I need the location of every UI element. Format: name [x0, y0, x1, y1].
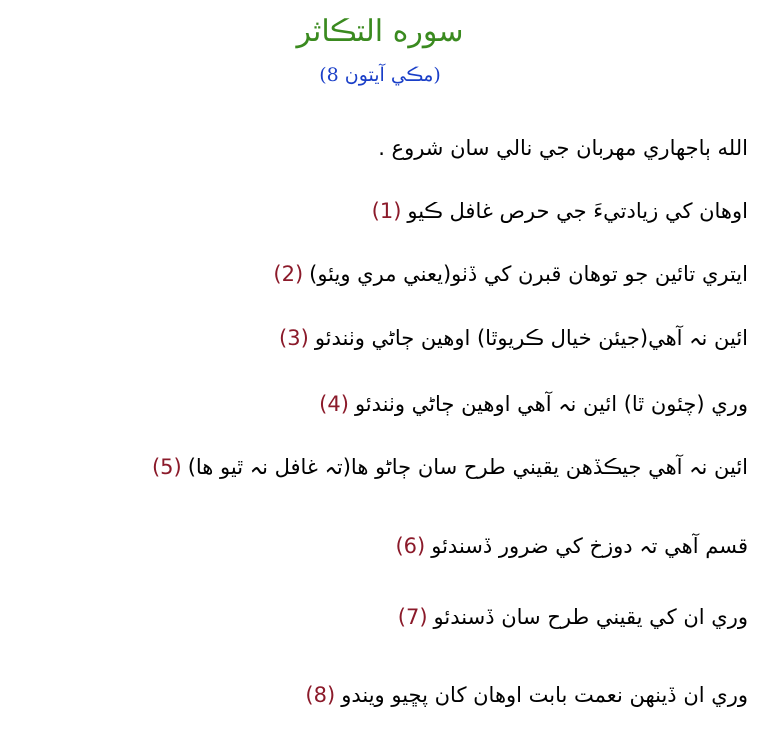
verse-number: (2): [273, 262, 304, 286]
verse-text: وري ان کي يقيني طرح سان ڏسندئو: [433, 605, 748, 629]
verse-text: وري (چئون ٿا) ائين نہ آهي اوهين ڄاڻي وٺندئو: [354, 392, 748, 416]
verse-number: (5): [151, 455, 182, 479]
verse-line-7: [28, 597, 748, 637]
verse-line-2: [28, 254, 748, 294]
verse-line-4: [28, 384, 748, 424]
verse-line-5: [28, 447, 748, 487]
verse-text: الله ٻاجهاري مهربان جي نالي سان شروع .: [378, 136, 748, 160]
surah-subtitle: (مڪي آيتون 8): [319, 64, 441, 86]
surah-title: سوره التڪاثر: [296, 14, 464, 49]
verse-number: (4): [319, 392, 349, 416]
verse-text: قسم آهي تہ دوزخ کي ضرور ڏسندئو: [431, 534, 748, 558]
verse-text: اوهان کي زيادتيءَ جي حرص غافل ڪيو: [407, 199, 748, 223]
verse-line-8: [28, 675, 748, 715]
verse-text: ايتري تائين جو توهان قبرن کي ڏٺو(يعني مري ويئو): [309, 262, 748, 286]
verse-line-3: [28, 318, 748, 358]
verse-number: (8): [305, 683, 336, 707]
verse-text: ائين نہ آهي(جيئن خيال ڪريوٿا) اوهين ڄاڻي وٺندئو: [314, 326, 748, 350]
verse-line-1: [28, 191, 748, 231]
verse-text: ائين نہ آهي جيڪڏهن يقيني طرح سان ڄاڻو ها(تہ غافل نہ ٿيو ها): [187, 455, 748, 479]
verse-number: (1): [371, 199, 402, 223]
bismillah-line: [28, 128, 748, 168]
verse-line-6: [28, 526, 748, 566]
verse-number: (6): [395, 534, 426, 558]
verse-number: (7): [397, 605, 428, 629]
verse-text: وري ان ڏينهن نعمت بابت اوهان کان پڇيو ويندو: [341, 683, 748, 707]
verse-number: (3): [279, 326, 309, 350]
